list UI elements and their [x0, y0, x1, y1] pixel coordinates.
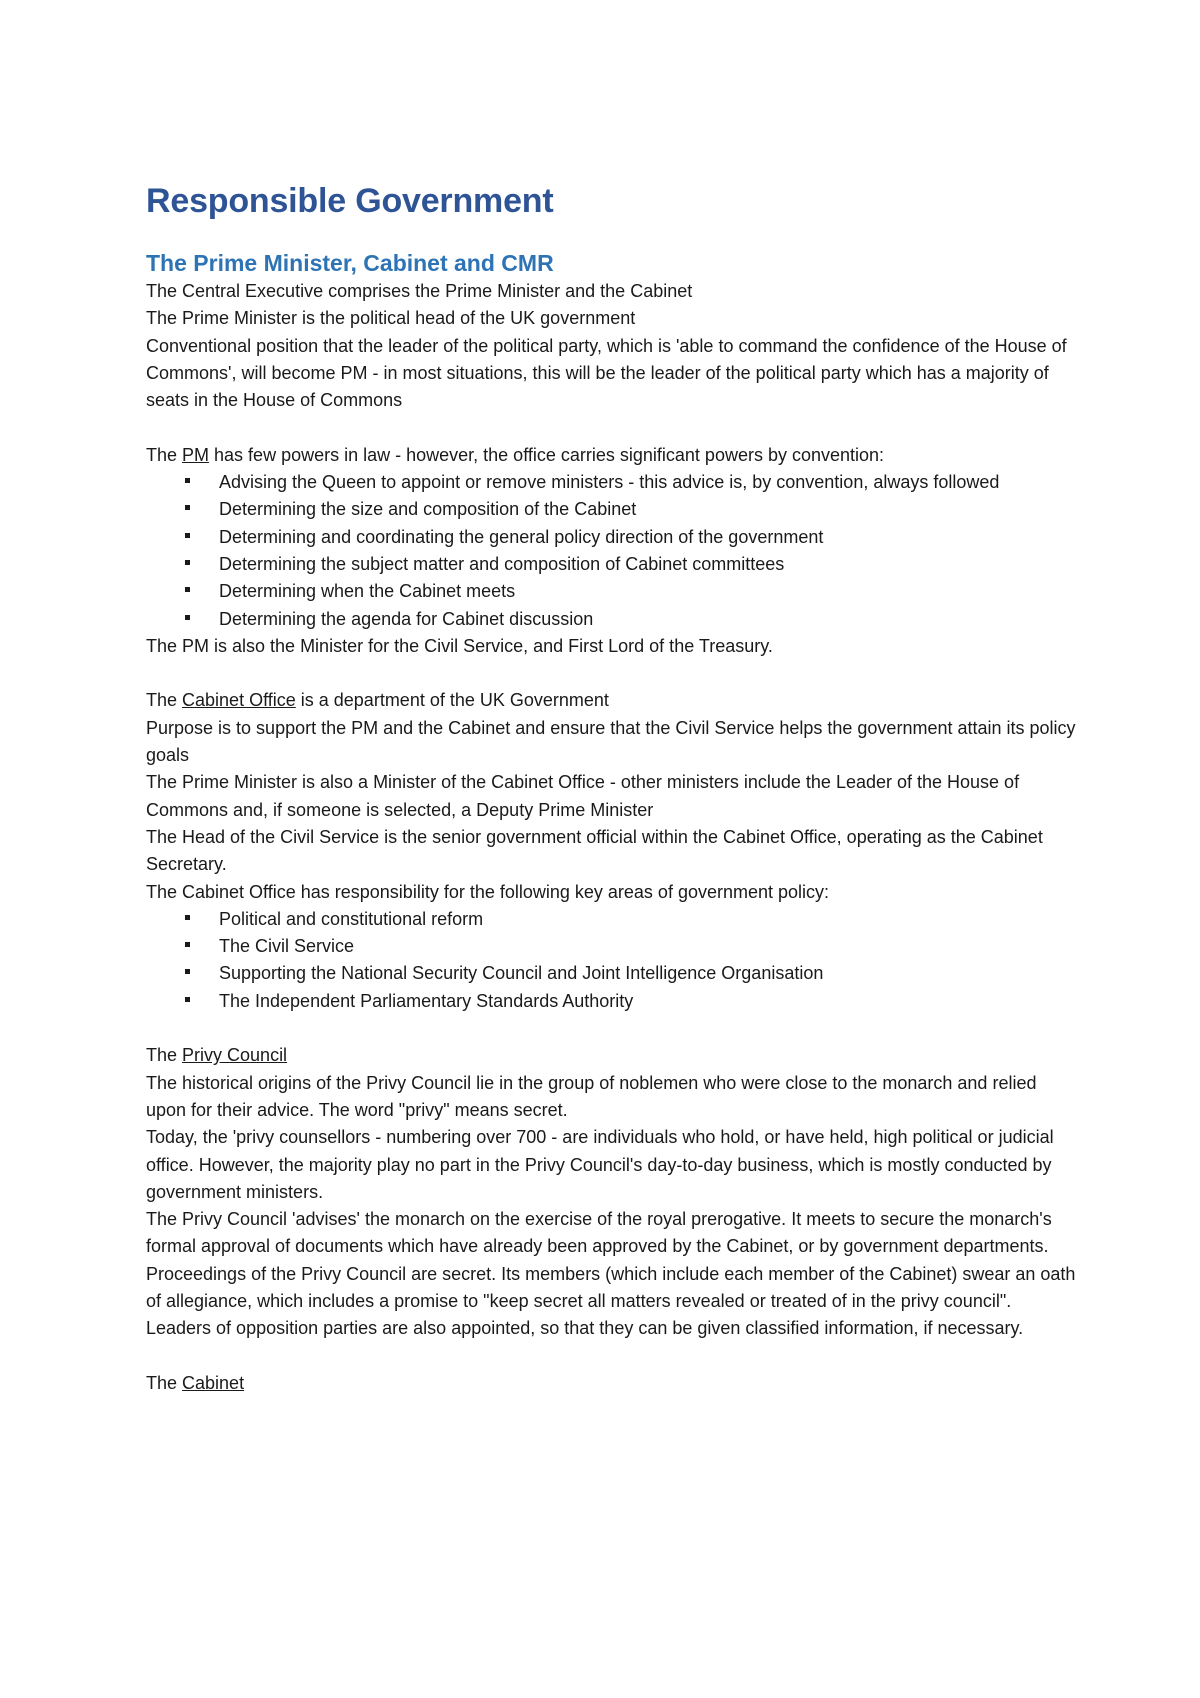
paragraph-gap — [146, 1343, 1076, 1370]
list-item-text: The Independent Parliamentary Standards Authority — [219, 990, 634, 1011]
list-item — [146, 960, 1076, 987]
square-bullet-icon — [185, 997, 190, 1002]
cabinet-office-lead-post: is a department of the UK Government — [295, 690, 609, 711]
square-bullet-icon — [185, 942, 190, 947]
paragraph-gap — [146, 414, 1076, 441]
list-item — [146, 906, 1076, 933]
list-item — [146, 469, 1076, 496]
list-item — [146, 551, 1076, 578]
document-title: Responsible Government — [146, 182, 554, 220]
cabinet-office-underlined-term: Cabinet Office — [182, 690, 296, 711]
cabinet-office-lead — [146, 687, 1076, 714]
privy-council-underlined-term: Privy Council — [182, 1045, 288, 1066]
square-bullet-icon — [185, 615, 190, 620]
list-item-text: Political and constitutional reform — [219, 908, 484, 929]
cabinet-underlined-term: Cabinet — [182, 1372, 245, 1393]
document-body — [146, 178, 1076, 1397]
cabinet-office-paragraph: The Cabinet Office has responsibility for the following key areas of government policy: — [146, 881, 830, 902]
list-item-text: Determining and coordinating the general policy direction of the government — [219, 526, 824, 547]
privy-council-paragraph: The Privy Council 'advises' the monarch on the exercise of the royal prerogative. It meets to secure the monarch's formal approval of documents which have already been approved by the Cabinet, or by government departments. — [146, 1209, 1052, 1257]
list-item — [146, 933, 1076, 960]
list-item — [146, 496, 1076, 523]
pm-powers-list — [146, 469, 1076, 633]
cabinet-office-lead-pre: The — [146, 690, 183, 711]
pm-powers-lead — [146, 442, 1076, 469]
cabinet-office-paragraph: Purpose is to support the PM and the Cabinet and ensure that the Civil Service helps the government attain its policy goals — [146, 717, 1076, 766]
list-item — [146, 988, 1076, 1015]
square-bullet-icon — [185, 587, 190, 592]
pm-powers-lead-pre: The — [146, 444, 183, 465]
paragraph-gap — [146, 660, 1076, 687]
square-bullet-icon — [185, 478, 190, 483]
privy-council-paragraph: Proceedings of the Privy Council are secret. Its members (which include each member of the Cabinet) swear an oath of allegiance, which includes a promise to "keep secret all matters revealed or treated of in the privy council". — [146, 1263, 1076, 1311]
paragraph-gap — [146, 1015, 1076, 1042]
list-item-text: Determining the size and composition of the Cabinet — [219, 499, 637, 520]
section-heading: The Prime Minister, Cabinet and CMR — [146, 250, 554, 276]
privy-council-paragraph: The historical origins of the Privy Council lie in the group of noblemen who were close to the monarch and relied upon for their advice. The word "privy" means secret. — [146, 1072, 1037, 1120]
pm-powers-lead-post: has few powers in law - however, the office carries significant powers by convention: — [209, 444, 885, 465]
list-item — [146, 606, 1076, 633]
privy-council-lead-pre: The — [146, 1045, 183, 1066]
list-item-text: Determining the subject matter and composition of Cabinet committees — [219, 553, 785, 574]
list-item — [146, 524, 1076, 551]
privy-council-paragraph: Today, the 'privy counsellors - numbering over 700 - are individuals who hold, or have held, high political or judicial office. However, the majority play no part in the Privy Council's day-to-day business, which is mostly conducted by government ministers. — [146, 1127, 1054, 1202]
list-item-text: Determining when the Cabinet meets — [219, 581, 516, 602]
intro-line-2: The Prime Minister is the political head of the UK government — [146, 308, 636, 329]
square-bullet-icon — [185, 560, 190, 565]
pm-underlined-term: PM — [182, 444, 210, 465]
intro-line-1: The Central Executive comprises the Prime Minister and the Cabinet — [146, 281, 693, 301]
square-bullet-icon — [185, 533, 190, 538]
cabinet-office-list — [146, 906, 1076, 1015]
cabinet-office-paragraph: The Prime Minister is also a Minister of the Cabinet Office - other ministers include the Leader of the House of Commons and, if someone is selected, a Deputy Prime Minister — [146, 772, 1020, 820]
list-item — [146, 578, 1076, 605]
pm-powers-closing: The PM is also the Minister for the Civil Service, and First Lord of the Treasury. — [146, 635, 773, 656]
square-bullet-icon — [185, 969, 190, 974]
privy-council-paragraph: Leaders of opposition parties are also appointed, so that they can be given classified information, if necessary. — [146, 1318, 1024, 1339]
cabinet-office-paragraph: The Head of the Civil Service is the senior government official within the Cabinet Office, operating as the Cabinet Secretary. — [146, 826, 1043, 875]
list-item-text: Supporting the National Security Council and Joint Intelligence Organisation — [219, 963, 824, 984]
square-bullet-icon — [185, 505, 190, 510]
list-item-text: Advising the Queen to appoint or remove ministers - this advice is, by convention, always followed — [219, 472, 1000, 493]
list-item-text: The Civil Service — [219, 936, 355, 957]
privy-council-lead — [146, 1042, 1076, 1069]
list-item-text: Determining the agenda for Cabinet discussion — [219, 608, 594, 629]
cabinet-lead — [146, 1370, 1076, 1397]
cabinet-lead-pre: The — [146, 1372, 183, 1393]
square-bullet-icon — [185, 915, 190, 920]
intro-paragraph-3: Conventional position that the leader of the political party, which is 'able to command the confidence of the House of Commons', will become PM - in most situations, this will be the leader of the political party which has a majority of seats in the House of Commons — [146, 335, 1067, 411]
